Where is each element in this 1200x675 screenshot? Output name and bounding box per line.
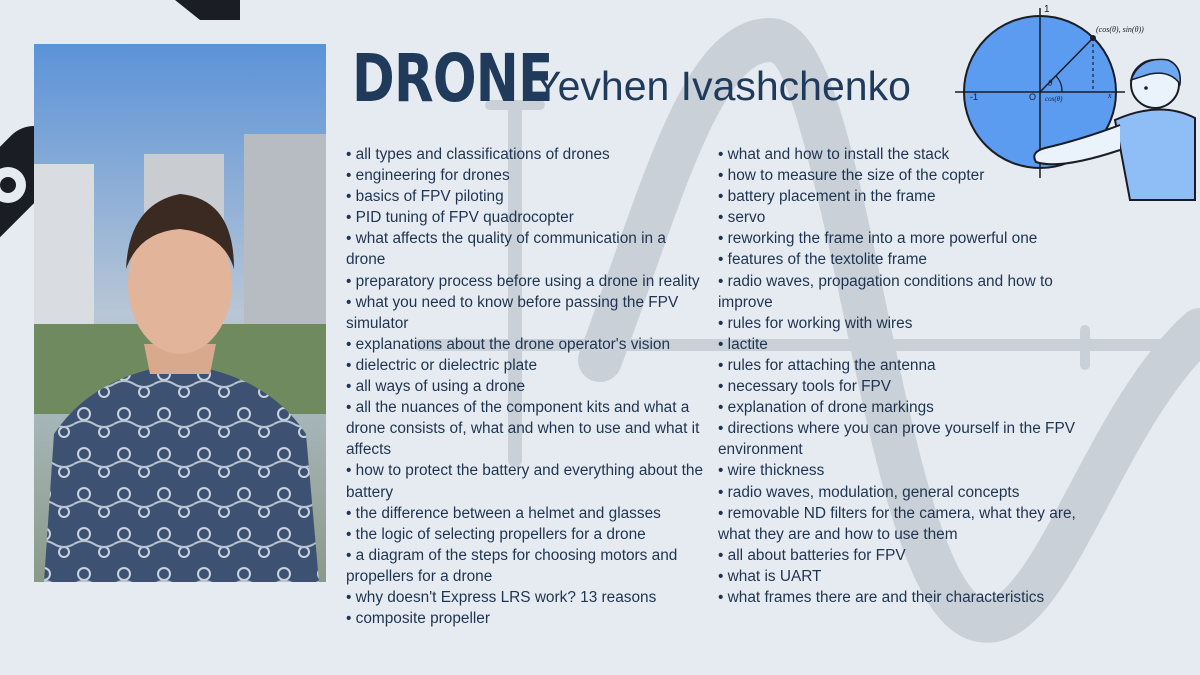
list-item: • PID tuning of FPV quadrocopter: [346, 209, 574, 227]
list-item: • how to measure the size of the copter: [718, 167, 985, 185]
list-item: • why doesn't Express LRS work? 13 reasons: [346, 588, 657, 606]
list-item: • engineering for drones: [346, 167, 510, 185]
list-item: • basics of FPV piloting: [346, 188, 504, 206]
list-item: • explanations about the drone operator's vision: [346, 335, 671, 353]
label-neg-one: -1: [970, 92, 979, 102]
list-item: • wire thickness: [718, 462, 825, 480]
list-item: • battery placement in the frame: [718, 188, 936, 206]
label-x: x: [1108, 91, 1112, 100]
portrait-photo: [34, 44, 326, 582]
label-theta: θ: [1048, 78, 1053, 88]
list-item: • the logic of selecting propellers for a drone: [346, 525, 646, 543]
list-item: • lactite: [718, 335, 768, 353]
list-item: • all the nuances of the component kits and what a drone consists of, what and when to use and what it affects: [346, 399, 700, 459]
list-item: • a diagram of the steps for choosing motors and propellers for a drone: [346, 546, 678, 585]
character-body: [1115, 109, 1195, 200]
list-item: • directions where you can prove yourself in the FPV environment: [718, 420, 1075, 459]
list-item: • what and how to install the stack: [718, 146, 950, 163]
topics-list-right: [718, 144, 1096, 608]
label-point: (cos(θ), sin(θ)): [1096, 25, 1144, 34]
label-origin: O: [1029, 92, 1037, 102]
list-item: • rules for attaching the antenna: [718, 356, 936, 374]
label-y: 1: [1044, 4, 1050, 15]
list-item: • all about batteries for FPV: [718, 546, 906, 564]
list-item: • what frames there are and their characteristics: [718, 588, 1045, 606]
list-item: • all ways of using a drone: [346, 378, 526, 396]
list-item: • rules for working with wires: [718, 314, 913, 332]
list-item: • how to protect the battery and everything about the battery: [346, 462, 704, 501]
list-item: • features of the textolite frame: [718, 251, 927, 269]
list-item: • necessary tools for FPV: [718, 378, 892, 396]
point-marker: [1090, 35, 1096, 41]
list-item: • dielectric or dielectric plate: [346, 356, 538, 374]
page-title: DRONE: [352, 40, 553, 117]
list-item: • preparatory process before using a drone in reality: [346, 272, 700, 290]
list-item: • servo: [718, 209, 766, 227]
label-cos: cos(θ): [1045, 95, 1063, 103]
author-name: Yevhen Ivashchenko: [534, 63, 911, 109]
list-item: • reworking the frame into a more powerful one: [718, 230, 1038, 248]
list-item: • what you need to know before passing the FPV simulator: [346, 293, 679, 332]
list-item: • what affects the quality of communication in a drone: [346, 230, 666, 269]
list-item: • radio waves, propagation conditions and how to improve: [718, 272, 1053, 311]
list-item: • radio waves, modulation, general concepts: [718, 483, 1020, 501]
list-item: • all types and classifications of drones: [346, 146, 610, 163]
list-item: • what is UART: [718, 567, 822, 585]
unit-circle-illustration: [945, 0, 1200, 210]
list-item: • removable ND filters for the camera, what they are, what they are and how to use them: [718, 504, 1076, 543]
list-item: • explanation of drone markings: [718, 399, 934, 417]
list-item: • composite propeller: [346, 610, 490, 628]
list-item: • the difference between a helmet and glasses: [346, 504, 661, 522]
topics-list-left: [346, 144, 704, 629]
